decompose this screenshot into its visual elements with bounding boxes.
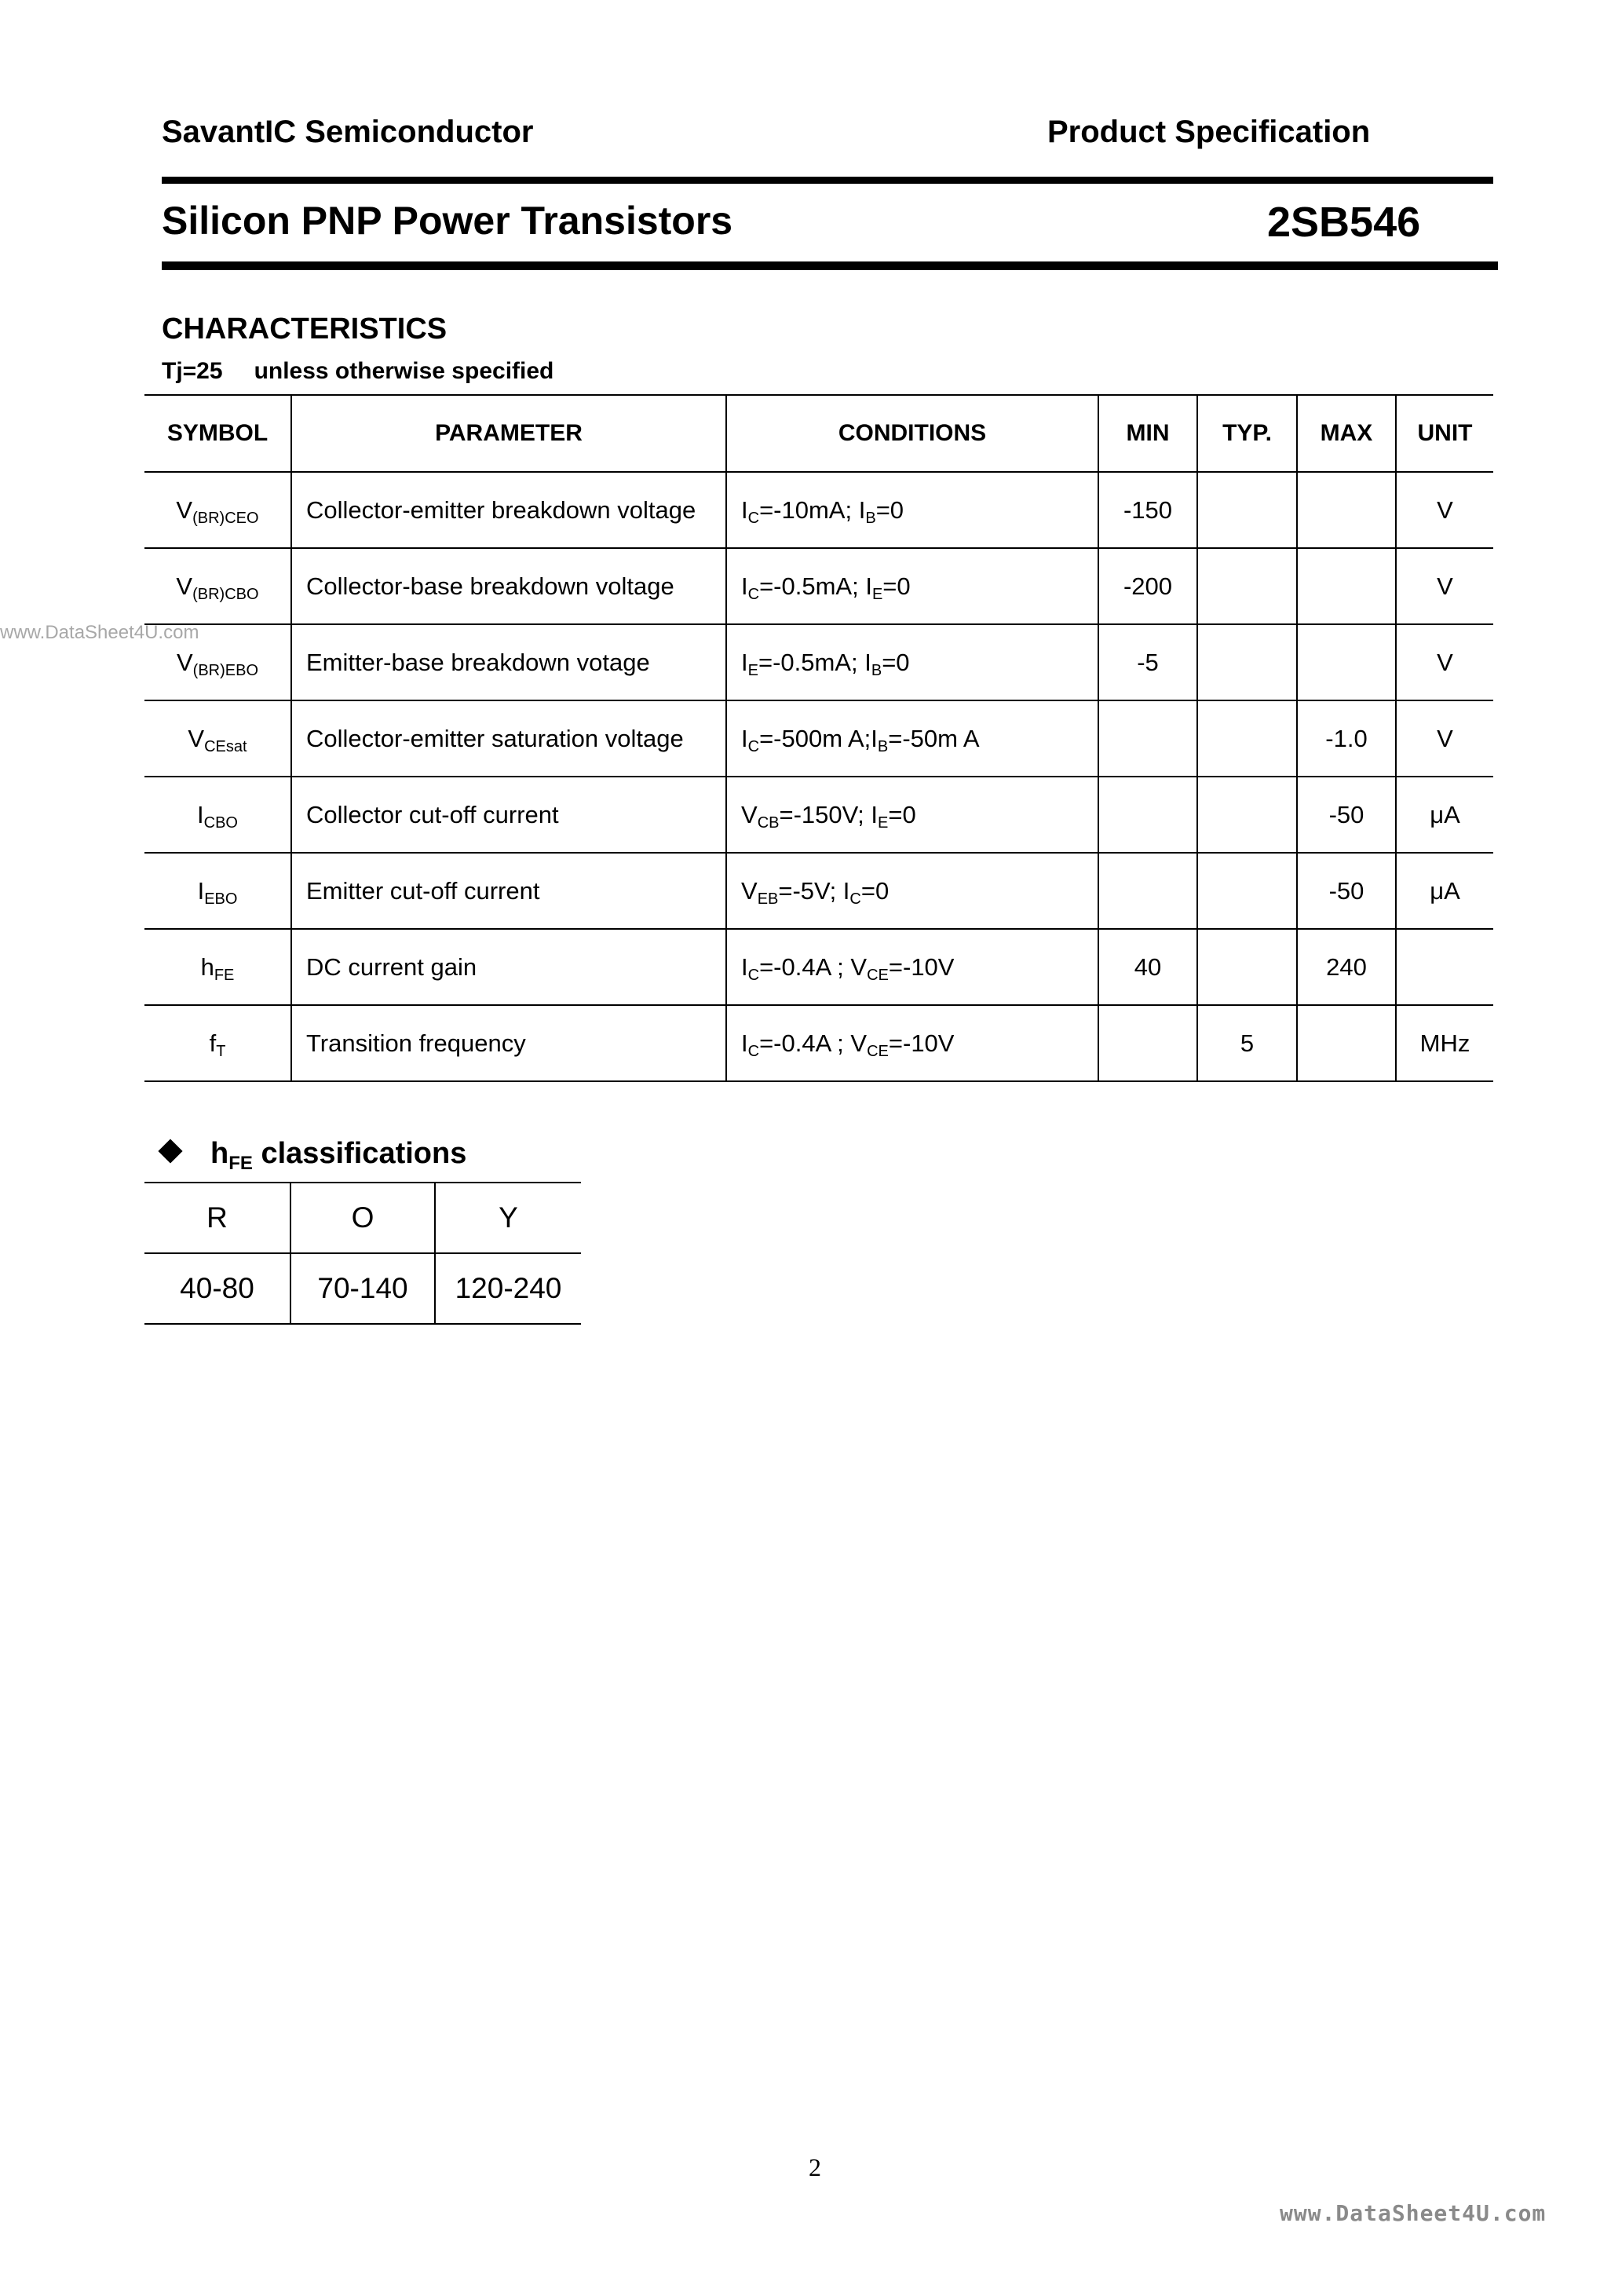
condition-variable: V bbox=[850, 952, 868, 981]
range-cell: 40-80 bbox=[144, 1253, 290, 1324]
condition-variable: I bbox=[741, 648, 748, 676]
table-row bbox=[144, 853, 1493, 929]
max-cell bbox=[1297, 1005, 1396, 1081]
typ-cell: 5 bbox=[1197, 1005, 1297, 1081]
max-cell bbox=[1297, 472, 1396, 548]
min-cell bbox=[1098, 777, 1197, 853]
symbol-subscript: EBO bbox=[204, 890, 238, 908]
min-cell bbox=[1098, 1005, 1197, 1081]
conditions-cell bbox=[726, 472, 1098, 548]
page-title: Silicon PNP Power Transistors bbox=[162, 199, 733, 243]
classifications-heading-main: h bbox=[210, 1137, 229, 1170]
condition-subscript: C bbox=[747, 585, 760, 603]
max-cell: -50 bbox=[1297, 777, 1396, 853]
condition-value: =-0.4A ; bbox=[759, 952, 851, 981]
condition-subscript: C bbox=[849, 890, 861, 908]
typ-cell bbox=[1197, 700, 1297, 777]
symbol-main: V bbox=[176, 648, 193, 676]
conditions-cell bbox=[726, 777, 1098, 853]
classifications-heading bbox=[162, 1137, 467, 1174]
min-cell: -150 bbox=[1098, 472, 1197, 548]
symbol-subscript: (BR)CBO bbox=[192, 585, 259, 603]
unit-cell: μA bbox=[1396, 853, 1493, 929]
symbol-subscript: CBO bbox=[203, 813, 238, 832]
column-header: MAX bbox=[1297, 395, 1396, 472]
table-row bbox=[144, 700, 1493, 777]
typ-cell bbox=[1197, 548, 1297, 624]
condition-variable: I bbox=[842, 876, 850, 905]
classifications-heading-sub: FE bbox=[228, 1153, 253, 1174]
min-cell bbox=[1098, 700, 1197, 777]
condition-variable: I bbox=[741, 495, 748, 524]
section-heading: CHARACTERISTICS bbox=[162, 313, 448, 345]
parameter-cell: Collector-emitter saturation voltage bbox=[291, 700, 726, 777]
conditions-cell bbox=[726, 853, 1098, 929]
parameter-cell: Transition frequency bbox=[291, 1005, 726, 1081]
condition-value: =-0.5mA; bbox=[758, 648, 865, 676]
typ-cell bbox=[1197, 624, 1297, 700]
max-cell: 240 bbox=[1297, 929, 1396, 1005]
condition-subscript: C bbox=[747, 737, 760, 755]
document-type: Product Specification bbox=[1047, 115, 1371, 149]
symbol-cell bbox=[144, 853, 291, 929]
condition-subscript: CE bbox=[867, 1042, 889, 1060]
condition-variable: I bbox=[741, 1029, 748, 1057]
symbol-subscript: FE bbox=[214, 966, 235, 984]
conditions-cell bbox=[726, 700, 1098, 777]
conditions-cell bbox=[726, 1005, 1098, 1081]
unit-cell: V bbox=[1396, 700, 1493, 777]
condition-variable: I bbox=[741, 572, 748, 600]
condition-value: =0 bbox=[882, 572, 911, 600]
rank-cell: Y bbox=[435, 1183, 581, 1253]
symbol-subscript: (BR)CEO bbox=[192, 509, 259, 527]
conditions-cell bbox=[726, 548, 1098, 624]
condition-value: =-0.4A ; bbox=[759, 1029, 851, 1057]
range-row bbox=[144, 1253, 581, 1324]
watermark-left: www.DataSheet4U.com bbox=[0, 622, 199, 643]
parameter-cell: Collector cut-off current bbox=[291, 777, 726, 853]
symbol-main: V bbox=[176, 495, 193, 524]
condition-variable: I bbox=[871, 724, 878, 752]
condition-suffix: unless otherwise specified bbox=[254, 358, 554, 384]
symbol-cell bbox=[144, 624, 291, 700]
max-cell bbox=[1297, 624, 1396, 700]
max-cell: -50 bbox=[1297, 853, 1396, 929]
condition-subscript: CE bbox=[867, 966, 889, 984]
condition-value: =0 bbox=[860, 876, 890, 905]
symbol-main: f bbox=[209, 1029, 217, 1057]
condition-variable: V bbox=[850, 1029, 868, 1057]
unit-cell: V bbox=[1396, 472, 1493, 548]
parameter-cell: Emitter cut-off current bbox=[291, 853, 726, 929]
condition-variable: I bbox=[865, 572, 872, 600]
condition-value: =-10mA; bbox=[759, 495, 859, 524]
condition-subscript: E bbox=[747, 661, 758, 679]
condition-value: =-10V bbox=[888, 1029, 955, 1057]
condition-value: =0 bbox=[888, 800, 916, 828]
max-cell: -1.0 bbox=[1297, 700, 1396, 777]
table-row bbox=[144, 1005, 1493, 1081]
parameter-cell: DC current gain bbox=[291, 929, 726, 1005]
header-rule-top bbox=[162, 177, 1493, 184]
condition-variable: I bbox=[858, 495, 866, 524]
condition-value: =-150V; bbox=[779, 800, 871, 828]
parameter-cell: Collector-emitter breakdown voltage bbox=[291, 472, 726, 548]
symbol-main: V bbox=[188, 724, 205, 752]
symbol-subscript: (BR)EBO bbox=[192, 661, 259, 679]
diamond-bullet-icon bbox=[158, 1139, 182, 1163]
typ-cell bbox=[1197, 929, 1297, 1005]
parameter-cell: Emitter-base breakdown votage bbox=[291, 624, 726, 700]
table-row bbox=[144, 624, 1493, 700]
symbol-cell bbox=[144, 777, 291, 853]
condition-subscript: EB bbox=[757, 890, 779, 908]
condition-variable: V bbox=[741, 876, 758, 905]
symbol-subscript: T bbox=[216, 1042, 226, 1060]
typ-cell bbox=[1197, 853, 1297, 929]
min-cell bbox=[1098, 853, 1197, 929]
range-cell: 70-140 bbox=[290, 1253, 435, 1324]
column-header: CONDITIONS bbox=[726, 395, 1098, 472]
page-number: 2 bbox=[809, 2153, 821, 2181]
typ-cell bbox=[1197, 472, 1297, 548]
column-header: SYMBOL bbox=[144, 395, 291, 472]
rank-cell: O bbox=[290, 1183, 435, 1253]
symbol-cell bbox=[144, 929, 291, 1005]
condition-subscript: C bbox=[747, 1042, 760, 1060]
test-condition-line bbox=[162, 358, 553, 385]
rank-row bbox=[144, 1183, 581, 1253]
company-name: SavantIC Semiconductor bbox=[162, 115, 534, 149]
min-cell: -5 bbox=[1098, 624, 1197, 700]
condition-subscript: B bbox=[871, 661, 882, 679]
condition-value: =-50m A bbox=[888, 724, 980, 752]
watermark-bottom: www.DataSheet4U.com bbox=[1280, 2200, 1547, 2226]
min-cell: -200 bbox=[1098, 548, 1197, 624]
unit-cell bbox=[1396, 929, 1493, 1005]
symbol-main: I bbox=[197, 800, 204, 828]
condition-value: =-0.5mA; bbox=[759, 572, 866, 600]
symbol-main: I bbox=[197, 876, 205, 905]
conditions-cell bbox=[726, 624, 1098, 700]
condition-value: =-500m A; bbox=[759, 724, 871, 752]
condition-subscript: B bbox=[865, 509, 876, 527]
unit-cell: V bbox=[1396, 624, 1493, 700]
table-header-row bbox=[144, 395, 1493, 472]
symbol-main: V bbox=[176, 572, 193, 600]
condition-value: =-10V bbox=[888, 952, 955, 981]
condition-prefix: Tj=25 bbox=[162, 358, 223, 384]
typ-cell bbox=[1197, 777, 1297, 853]
condition-variable: V bbox=[741, 800, 758, 828]
condition-subscript: C bbox=[747, 966, 760, 984]
unit-cell: μA bbox=[1396, 777, 1493, 853]
condition-value: =-5V; bbox=[778, 876, 843, 905]
parameter-cell: Collector-base breakdown voltage bbox=[291, 548, 726, 624]
condition-subscript: E bbox=[878, 813, 889, 832]
table-row bbox=[144, 929, 1493, 1005]
symbol-main: h bbox=[200, 952, 214, 981]
rank-cell: R bbox=[144, 1183, 290, 1253]
min-cell: 40 bbox=[1098, 929, 1197, 1005]
symbol-cell bbox=[144, 472, 291, 548]
header-rule-bottom bbox=[162, 261, 1498, 270]
condition-subscript: E bbox=[871, 585, 883, 603]
symbol-cell bbox=[144, 1005, 291, 1081]
part-number: 2SB546 bbox=[1267, 199, 1421, 246]
condition-variable: I bbox=[871, 800, 879, 828]
condition-variable: I bbox=[864, 648, 871, 676]
symbol-cell bbox=[144, 548, 291, 624]
condition-subscript: B bbox=[877, 737, 889, 755]
table-row bbox=[144, 548, 1493, 624]
max-cell bbox=[1297, 548, 1396, 624]
condition-value: =0 bbox=[875, 495, 904, 524]
column-header: MIN bbox=[1098, 395, 1197, 472]
condition-variable: I bbox=[741, 724, 748, 752]
characteristics-table bbox=[144, 394, 1493, 1082]
condition-variable: I bbox=[741, 952, 748, 981]
column-header: TYP. bbox=[1197, 395, 1297, 472]
condition-subscript: C bbox=[747, 509, 760, 527]
symbol-subscript: CEsat bbox=[204, 737, 247, 755]
hfe-classification-table bbox=[144, 1182, 581, 1325]
table-row bbox=[144, 472, 1493, 548]
symbol-cell bbox=[144, 700, 291, 777]
table-row bbox=[144, 777, 1493, 853]
condition-value: =0 bbox=[882, 648, 910, 676]
unit-cell: V bbox=[1396, 548, 1493, 624]
condition-subscript: CB bbox=[757, 813, 780, 832]
column-header: PARAMETER bbox=[291, 395, 726, 472]
unit-cell: MHz bbox=[1396, 1005, 1493, 1081]
column-header: UNIT bbox=[1396, 395, 1493, 472]
conditions-cell bbox=[726, 929, 1098, 1005]
range-cell: 120-240 bbox=[435, 1253, 581, 1324]
classifications-heading-rest: classifications bbox=[252, 1137, 467, 1170]
